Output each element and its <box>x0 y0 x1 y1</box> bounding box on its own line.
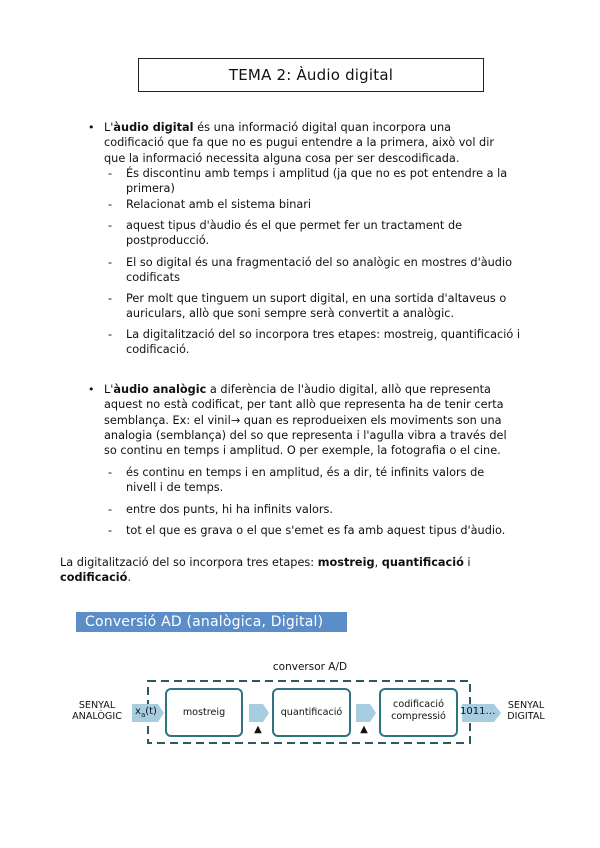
summary-step-quantization: quantificació <box>381 556 464 569</box>
section-heading-text: Conversió AD (analògica, Digital) <box>85 614 324 630</box>
digital-point-2: - Relacionat amb el sistema binari <box>108 198 312 211</box>
analog-point-3: - tot el que es grava o el que s'emet es fa amb aquest tipus d'àudio. <box>108 524 506 537</box>
digital-prefix: L' <box>104 121 114 134</box>
digital-point-2-text: Relacionat amb el sistema binari <box>126 198 312 211</box>
digital-point-4: - El so digital és una fragmentació del so analògic en mostres d'àudio codificats <box>108 256 512 285</box>
digital-point-3: - aquest tipus d'àudio és el que permet fer un tractament de postproducció. <box>108 219 463 248</box>
digitization-summary: La digitalització del so incorpora tres etapes: mostreig, quantificació i codificació. <box>60 556 471 585</box>
output-bits: 1011… <box>460 706 496 717</box>
analog-point-1-text: és continu en temps i en amplitud, és a dir, té infinits valors de nivell i de temps. <box>126 466 485 495</box>
output-signal-label: SENYAL DIGITAL <box>507 700 545 722</box>
analog-point-1: - és continu en temps i en amplitud, és a dir, té infinits valors de nivell i de temps. <box>108 466 485 495</box>
analog-point-3-text: tot el que es grava o el que s'emet es fa amb aquest tipus d'àudio. <box>126 524 506 537</box>
arrow-sampling-to-quantization <box>249 704 269 722</box>
digital-point-4-text: El so digital és una fragmentació del so analògic en mostres d'àudio codificats <box>126 256 512 285</box>
triangle-marker-1: ▲ <box>254 724 262 735</box>
stage-quantization-label: quantificació <box>280 707 343 718</box>
analog-point-2: - entre dos punts, hi ha infinits valors. <box>108 503 333 516</box>
page-title-text: TEMA 2: Àudio digital <box>228 66 394 84</box>
analog-definition: a diferència de l'àudio digital, allò que representa aquest no està codificat, per tant allò que representa ha de tenir certa semblança. Ex: el vinil→ quan es reprodueixen els moviments son una analogia (semblança) del so que representa i l'agulla vibra a través del so continu en temps i amplitud. O per exemple, la fotografia o el cine. <box>104 383 507 458</box>
digital-point-5-text: Per molt que tinguem un suport digital, en una sortida d'altaveus o auriculars, allò que soni sempre serà convertit a analògic. <box>126 292 507 321</box>
arrow-quantization-to-coding <box>356 704 376 722</box>
analog-term: àudio analògic <box>113 383 207 396</box>
summary-step-sampling: mostreig <box>317 556 375 569</box>
digital-point-6-text: La digitalització del so incorpora tres etapes: mostreig, quantificació i codificació. <box>126 328 520 357</box>
bullet-dot: • <box>88 121 95 134</box>
digital-point-3-text: aquest tipus d'àudio és el que permet fer un tractament de postproducció. <box>126 219 463 248</box>
digital-point-5: - Per molt que tinguem un suport digital, en una sortida d'altaveus o auriculars, allò que soni sempre serà convertit a analògic. <box>108 292 507 321</box>
digital-term: àudio digital <box>113 121 194 134</box>
digital-point-1-text: És discontinu amb temps i amplitud (ja que no es pot entendre a la primera) <box>126 167 508 196</box>
digital-point-1: - És discontinu amb temps i amplitud (ja que no es pot entendre a la primera) <box>108 167 508 196</box>
input-signal-symbol: $x_a(t)$ <box>135 706 157 719</box>
analog-prefix: L' <box>104 383 114 396</box>
digital-point-6: - La digitalització del so incorpora tres etapes: mostreig, quantificació i codificació. <box>108 328 520 357</box>
bullet-dot: • <box>88 383 95 396</box>
digital-definition: és una informació digital quan incorpora una codificació que fa que no es pugui entendre a la primera, això vol dir que la informació necessita alguna cosa per ser descodificada. <box>104 121 495 165</box>
triangle-marker-2: ▲ <box>360 724 368 735</box>
summary-prefix: La digitalització del so incorpora tres etapes: <box>60 556 318 569</box>
stage-coding-label: codificació compressió <box>391 699 446 722</box>
input-signal-label: SENYAL ANALÒGIC <box>72 700 122 722</box>
summary-step-coding: codificació <box>60 571 128 585</box>
analog-point-2-text: entre dos punts, hi ha infinits valors. <box>126 503 333 516</box>
stage-sampling-label: mostreig <box>182 707 226 718</box>
converter-label: conversor A/D <box>272 661 348 673</box>
